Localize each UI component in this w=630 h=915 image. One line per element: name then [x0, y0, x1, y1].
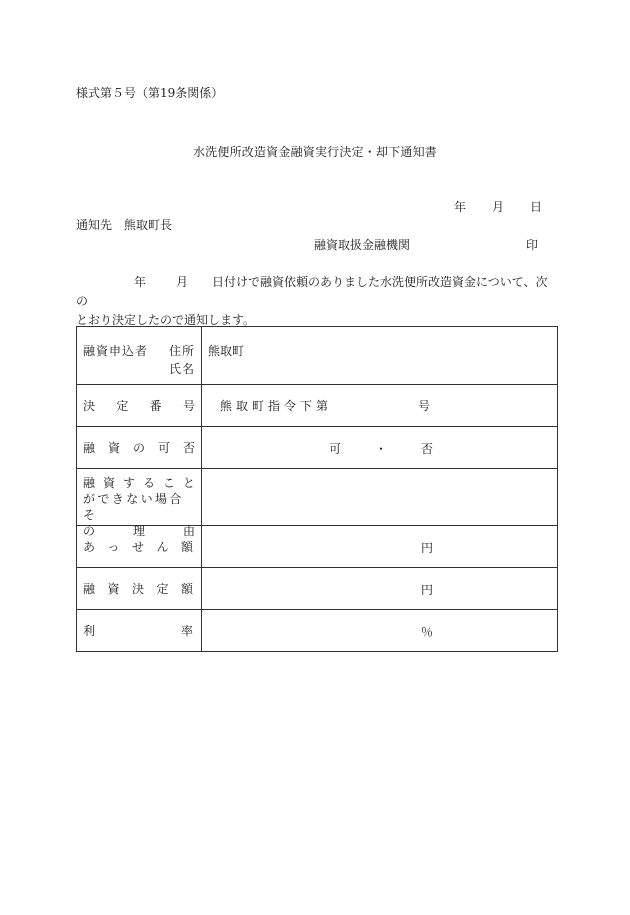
interest-rate-label-cell [77, 610, 202, 652]
table-row-approval [77, 427, 558, 469]
sender-name: 融資取扱金融機関 [314, 238, 411, 252]
approval-label-char: の [132, 441, 145, 455]
decision-number-value-cell[interactable] [202, 385, 558, 427]
decision-number-label-char: 定 [116, 399, 129, 413]
reason-label-char: 融 [83, 475, 96, 490]
decided-label-char: 融 [83, 582, 96, 596]
decision-number-suffix: 号 [418, 399, 431, 413]
decision-number-prefix: 熊取町指令下第 [220, 399, 333, 413]
decision-number-label-cell [77, 385, 202, 427]
table-row-decision-number [77, 385, 558, 427]
recipient-label: 通知先 [76, 218, 113, 232]
applicant-value-cell[interactable] [202, 327, 558, 385]
date-year-label: 年 [454, 200, 467, 214]
decided-amount-value-cell[interactable] [202, 568, 558, 610]
form-number: 様式第５号（第19条関係） [76, 86, 224, 100]
approval-label-char: 可 [157, 441, 170, 455]
recipient-name: 熊取町長 [124, 218, 173, 232]
decision-number-label-char: 決 [83, 399, 96, 413]
mediation-amount-unit: 円 [421, 541, 434, 555]
interest-label-char: 率 [180, 624, 193, 638]
reason-label-char: こ [162, 475, 175, 490]
reason-label-char: 資 [102, 475, 115, 490]
table-row-interest-rate [77, 610, 558, 652]
issue-date [454, 200, 542, 214]
date-day-label: 日 [530, 200, 543, 214]
mediation-label-char: 額 [180, 540, 193, 554]
decided-label-char: 資 [107, 582, 120, 596]
reason-label-line2: ができない場合そ [83, 491, 184, 522]
decided-label-char: 定 [156, 582, 169, 596]
table-row-decided-amount [77, 568, 558, 610]
reason-label-char: す [122, 475, 135, 490]
body-text-line2: とおり決定したので通知します。 [76, 313, 256, 327]
table-row-applicant [77, 327, 558, 385]
rejection-reason-value-cell[interactable] [202, 469, 558, 526]
applicant-label: 融資申込者 [83, 344, 149, 358]
approval-value-cell[interactable] [202, 427, 558, 469]
body-year-label: 年 [134, 275, 147, 289]
approval-label-char: 資 [107, 441, 120, 455]
body-text-line1: 日付けで融資依頼のありました水洗便所改造資金について、次の [76, 275, 548, 308]
approval-label-char: 否 [182, 441, 195, 455]
recipient [76, 218, 172, 232]
mediation-label-char: っ [107, 540, 120, 554]
address-value: 熊取町 [208, 344, 245, 358]
mediation-label-char: あ [83, 540, 96, 554]
notification-body [76, 273, 556, 330]
approval-yes-option[interactable]: 可 [329, 442, 342, 456]
rejection-reason-label-cell [77, 469, 202, 538]
reason-label-char: 理 [132, 523, 145, 538]
applicant-label-cell [77, 327, 202, 385]
table-row-mediation-amount [77, 526, 558, 568]
interest-rate-value-cell[interactable] [202, 610, 558, 652]
decided-label-char: 決 [131, 582, 144, 596]
reason-label-char: の [83, 523, 96, 538]
document-title: 水洗便所改造資金融資実行決定・却下通知書 [192, 145, 437, 159]
decided-amount-unit: 円 [421, 583, 434, 597]
name-label: 氏名 [168, 362, 195, 376]
address-label: 住所 [168, 344, 195, 358]
table-row-rejection-reason [77, 469, 558, 526]
seal-mark: 印 [526, 238, 539, 252]
approval-separator: ・ [375, 442, 388, 456]
body-month-label: 月 [176, 275, 189, 289]
approval-label-cell [77, 427, 202, 469]
decision-number-label-char: 号 [182, 399, 195, 413]
decision-number-label-char: 番 [149, 399, 162, 413]
reason-label-char: る [142, 475, 155, 490]
reason-label-char: と [182, 475, 195, 490]
approval-no-option[interactable]: 否 [421, 442, 434, 456]
decided-amount-label-cell [77, 568, 202, 610]
interest-label-char: 利 [83, 624, 96, 638]
mediation-label-char: せ [131, 540, 144, 554]
decision-table [76, 326, 558, 652]
approval-label-char: 融 [83, 441, 96, 455]
decided-label-char: 額 [180, 582, 193, 596]
date-month-label: 月 [492, 200, 505, 214]
reason-label-char: 由 [182, 523, 195, 538]
interest-rate-unit: ％ [421, 625, 434, 639]
mediation-label-char: ん [156, 540, 169, 554]
mediation-amount-value-cell[interactable] [202, 526, 558, 568]
